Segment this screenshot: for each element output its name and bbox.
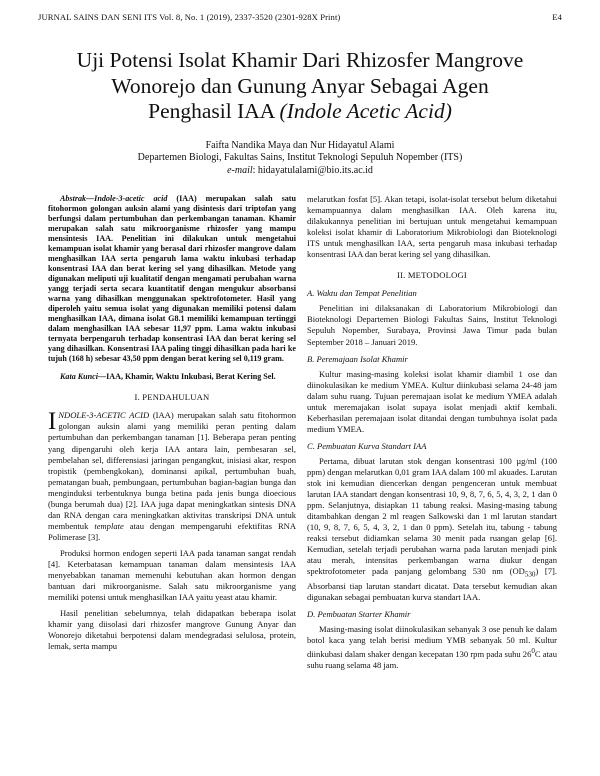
subsection-b-text: Kultur masing-masing koleksi isolat khamir diambil 1 ose dan diinokulasikan ke medium YMEA. Kultur diinkubasi selama 24-48 jam dalam suhu ruang. Tujuan peremajaan isolat ke medium YMEA adalah untuk meremajakan isolat supaya isolat menjadi aktif kembali. Keberhasilan peremajaan isolat ditandai dengan tumbuhnya isolat pada medium YMEA. [307,368,557,434]
running-header [38,12,562,22]
subsection-c-text: Pertama, dibuat larutan stok dengan konsentrasi 100 µg/ml (100 ppm) dengan melarutkan 0,01 gram IAA dalam 100 ml akuades. Larutan stok ini kemudian diencerkan dengan pengenceran untuk membuat larutan IAA standart dengan konsentrasi 10, 9, 8, 7, 6, 5, 4, 3, 2, 1 dan 0 ppm. Selanjutnya, disiapkan 11 tabung reaksi. Masing-masing tabung ditambahkan dengan 2 ml reagen Salkowski dan 1 ml larutan standart (10, 9, 8, 7, 6, 5, 4, 3, 2, 1 dan 0 ppm). Setelah itu, tabung - tabung reaksi tersebut didiamkan selama 30 menit pada ruangan gelap [6]. Kemudian, setelah terjadi perubahan warna pada larutan menjadi pink atau merah, intensitas perkembangan warna diukur dengan spektrofotometer pada panjang gelombang 530 nm $(OD_{530})$ [7]. Absorbansi tiap larutan standart dicatat. Data tersebut kemudian akan digunakan sebagai pembuatan kurva standart IAA. [307,455,557,603]
subsection-d-text: Masing-masing isolat diinokulasikan sebanyak 3 ose penuh ke dalam botol kaca yang telah berisi medium YMB sebanyak 50 ml. Kultur diinkubasi dalam shaker dengan kecepatan 130 rpm pada suhu $26^0C$ atau suhu ruang selama 48 jam. [307,624,558,671]
left-column [48,194,296,652]
author-names: Faifta Nandika Maya dan Nur Hidayatul Alami [205,139,395,151]
keywords: Kata Kunci—IAA, Khamir, Waktu Inkubasi, Berat Kering Sel. [60,372,276,382]
drop-cap: I [48,408,57,436]
subsection-a-text: Penelitian ini dilaksanakan di Laboratorium Mikrobiologi dan Bioteknologi Departemen Biologi Fakultas Sains, Institut Teknologi Sepuluh Nopember, Surabaya, Provinsi Jawa Timur pada bulan September 2018 – Januari 2019. [307,303,557,347]
author-affiliation: Departemen Biologi, Fakultas Sains, Institut Teknologi Sepuluh Nopember (ITS) [137,152,463,163]
title-line-3: Penghasil IAA (Indole Acetic Acid) [148,99,452,123]
right-column [307,194,557,671]
intro-paragraph-1: INDOLE-3-ACETIC ACID (IAA) merupakan salah satu fitohormon golongan auksin alami yang memiliki peran penting dalam pertumbuhan dan perkembangan tanaman [1]. Beberapa peran penting yang dipengaruhi oleh kerja IAA antara lain, pembesaran sel, pembelahan sel, differensiasi jaringan pengangkut, inisiasi akar, respon tropistik (pembengkokan), dominansi apikal, pertumbuhan buah, pematangan buah, pembungaan, pertumbuhan bagian-bagian bunga dan menginduksi terbentuknya bunga betina pada jenis bunga dioecious (bunga berumah dua) [2]. IAA juga dapat meningkatkan sintesis DNA dan RNA dengan cara meningkatkan aktivitas transkripsi DNA untuk membentuk template atau dengan mempengaruhi efektifitas RNA Polimerase [3]. [48,408,296,542]
abstract-text: (IAA) merupakan salah satu fitohormon golongan auksin alami yang disintesis dari triptofan yang berfungsi dalam pertumbuhan dan perkembangan tanaman. Khamir merupakan salah satu mikroorganisme rhizosfer yang mampu mensintesis IAA. Penelitian ini dilakukan untuk mengetahui kemampuan isolat khamir yang berasal dari rhizosfer mangrove dalam menghasilkan IAA serta pengaruh lama waktu inkubasi terhadap konsentrasi IAA dan berat kering sel yang dihasilkan. Metode yang digunakan meliputi uji kualitatif dengan mengamati perubahan warna yangg terjadi serta secara kuantitatif dengan mengukur absorbansi warna yang dihasilkan menggunakan spektrofotometer. Hasil yang diperoleh yaitu semua isolat yang digunakan memiliki potensi dalam menghasilkan IAA, dimana isolat G8.1 memiliki kemampuan tertinggi dalam menghasilkan IAA sebesar 11,97 ppm. Lama waktu inkubasi ternyata berpengaruh terhadap konsentrasi IAA dan berat kering sel yang dihasilkan. Konsentrasi IAA paling tinggi dihasilkan pada hari ke tujuh (168 h) sebesar 43,50 ppm dengan berat kering sel 0,119 gram. [48,194,296,364]
journal-citation: JURNAL SAINS DAN SENI ITS Vol. 8, No. 1 (2019), 2337-3520 (2301-928X Print) [38,12,341,22]
section-heading-introduction: I. PENDAHULUAN [134,392,210,403]
author-block [60,140,540,178]
intro-paragraph-3: Hasil penelitian sebelumnya, telah didapatkan beberapa isolat khamir yang diisolasi dari rhizosfer mangrove Gunung Anyar dan Wonorejo diketahui berpotensi dalam mendegradasi selulosa, protein, lemak, serta mampu [48,608,296,652]
page-number: E4 [552,12,562,22]
abstract [48,194,296,364]
title-line-2: Wonorejo dan Gunung Anyar Sebagai Agen [111,73,489,98]
title-italic-term: (Indole Acetic Acid) [279,99,452,123]
title-line-1: Uji Potensi Isolat Khamir Dari Rhizosfer Mangrove [76,48,524,72]
title-block [60,48,540,177]
subsection-a-heading: A. Waktu dan Tempat Penelitian [307,288,417,299]
intro-paragraph-3-continued: melarutkan fosfat [5]. Akan tetapi, isolat-isolat tersebut belum diketahui kemampuannya dalam menghasilkan IAA. Oleh karena itu, dilakukannya penelitian ini bertujuan untuk mengetahui kemampuan koleksi isolat khamir di Laboratorium Mikrobiologi dan Bioteknologi ITS untuk menghasilkan IAA, serta pengaruh masa inkubasi terhadap konsentrasi IAA dan berat kering sel yang dihasilkan. [307,194,557,260]
abstract-label: Abstrak—Indole-3-acetic acid [60,194,168,203]
subsection-b-heading: B. Peremajaan Isolat Khamir [307,353,408,364]
author-email: e-mail: hidayatulalami@bio.its.ac.id [227,164,373,176]
intro-paragraph-2: Produksi hormon endogen seperti IAA pada tanaman sangat rendah [4]. Keterbatasan kemampuan tanaman dalam mensintesis IAA menyebabkan tanaman memenuhi kebutuhan akan hormon dengan bantuan dari mikroorganisme. Salah satu mikroorganisme yang memiliki potensi untuk menghasilkan IAA yaitu yeast atau khamir. [48,547,296,603]
subsection-d-heading: D. Pembuatan Starter Khamir [307,609,411,620]
paper-title [60,48,540,125]
section-heading-methodology: II. METODOLOGI [397,270,467,281]
subsection-c-heading: C. Pembuatan Kurva Standart IAA [307,440,427,451]
